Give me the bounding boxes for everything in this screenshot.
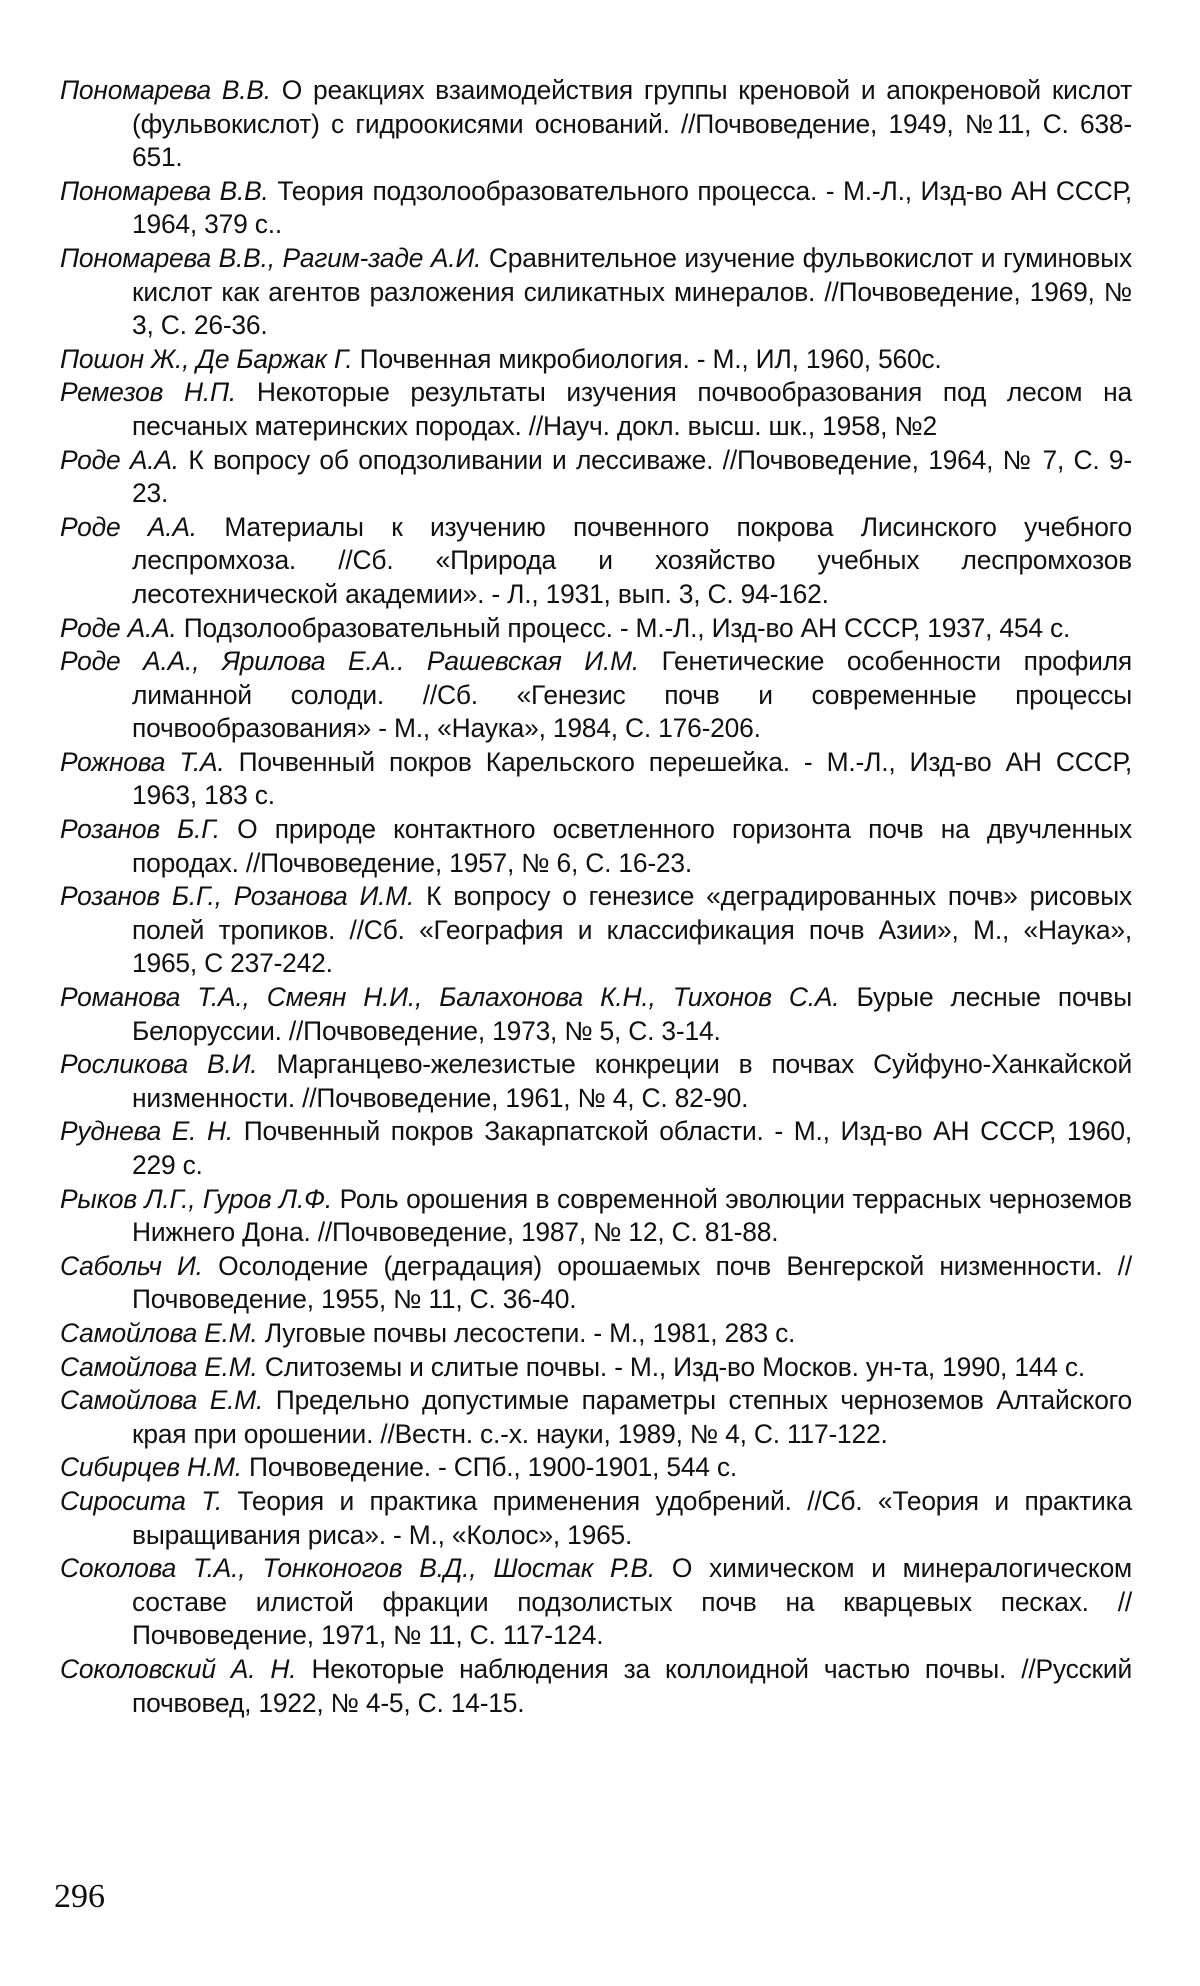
entry-text: Теория подзолообразовательного процесса. - М.-Л., Изд-во АН СССР, 1964, 379 с.. — [132, 175, 1132, 240]
entry-author: Руднева Е. Н. — [60, 1116, 234, 1147]
bibliography-entry — [60, 343, 1132, 377]
bibliography-entry — [60, 645, 1132, 746]
entry-text: Слитоземы и слитые почвы. - М., Изд-во Москов. ун-та, 1990, 144 с. — [257, 1351, 1086, 1382]
entry-text: Теория и практика применения удобрений. //Сб. «Теория и практика выращивания риса». - М., «Колос», 1965. — [132, 1485, 1132, 1550]
bibliography-entry — [60, 1384, 1132, 1451]
entry-author: Ремезов Н.П. — [60, 377, 237, 408]
bibliography-entry — [60, 1552, 1132, 1653]
entry-text: Луговые почвы лесостепи. - М., 1981, 283 с. — [257, 1317, 796, 1348]
entry-author: Самойлова Е.М. — [60, 1351, 258, 1382]
entry-text: Некоторые наблюдения за коллоидной частью почвы. //Русский почвовед, 1922, № 4-5, С. 14-15. — [132, 1653, 1132, 1718]
entry-text: Генетические особенности профиля лиманной солоди. //Сб. «Генезис почв и современные процессы почвообразования» - М., «Наука», 1984, С. 176-206. — [132, 646, 1132, 744]
entry-author: Роде А.А., Ярилова Е.А.. Рашевская И.М. — [60, 646, 639, 677]
entry-text: Некоторые результаты изучения почвообразования под лесом на песчаных материнских породах. //Науч. докл. высш. шк., 1958, №2 — [132, 377, 1132, 441]
entry-text: К вопросу об оподзоливании и лессиваже. //Почвоведение, 1964, № 7, С. 9-23. — [132, 444, 1132, 509]
entry-author: Сиросита Т. — [60, 1485, 222, 1516]
entry-text: К вопросу о генезисе «деградированных почв» рисовых полей тропиков. //Сб. «География и классификация почв Азии», М., «Наука», 1965, С 237-242. — [132, 881, 1132, 979]
entry-author: Рожнова Т.А. — [60, 746, 225, 777]
entry-author: Росликова В.И. — [60, 1049, 258, 1080]
entry-author: Самойлова Е.М. — [60, 1317, 258, 1348]
page-number: 296 — [54, 1878, 105, 1915]
entry-text: Роль орошения в современной эволюции террасных черноземов Нижнего Дона. //Почвоведение, 1987, № 12, С. 81-88. — [132, 1183, 1132, 1248]
bibliography-entry — [60, 880, 1132, 981]
bibliography-entry — [60, 1485, 1132, 1552]
entry-text: Подзолообразовательный процесс. - М.-Л., Изд-во АН СССР, 1937, 454 с. — [176, 612, 1071, 643]
entry-text: О природе контактного осветленного горизонта почв на двучленных породах. //Почвоведение, 1957, № 6, С. 16-23. — [132, 814, 1133, 878]
bibliography-entry — [60, 175, 1132, 242]
bibliography-entry — [60, 1351, 1132, 1385]
entry-author: Сибирцев Н.М. — [60, 1452, 242, 1483]
entry-text: Почвенный покров Закарпатской области. - М., Изд-во АН СССР, 1960, 229 с. — [132, 1116, 1132, 1180]
entry-text: Сравнительное изучение фульвокислот и гуминовых кислот как агентов разложения силикатных минералов. //Почвоведение, 1969, № 3, С. 26-36. — [132, 242, 1132, 341]
entry-text: Предельно допустимые параметры степных черноземов Алтайского края при орошении. //Вестн. с.-х. науки, 1989, № 4, С. 117-122. — [132, 1385, 1132, 1449]
entry-text: Марганцево-железистые конкреции в почвах Суйфуно-Ханкайской низменности. //Почвоведение, 1961, № 4, С. 82-90. — [132, 1049, 1132, 1113]
entry-author: Роде А.А. — [60, 444, 179, 475]
entry-author: Самойлова Е.М. — [60, 1385, 264, 1416]
bibliography-entry — [60, 74, 1132, 175]
bibliography-entry — [60, 612, 1132, 646]
entry-author: Пошон Ж., Де Баржак Г. — [60, 343, 353, 374]
entry-author: Рыков Л.Г., Гуров Л.Ф. — [60, 1183, 332, 1214]
bibliography-entry — [60, 1451, 1132, 1485]
entry-text: О химическом и минералогическом составе илистой фракции подзолистых почв на кварцевых песках. //Почвоведение, 1971, № 11, С. 117-124. — [132, 1553, 1132, 1651]
entry-author: Розанов Б.Г., Розанова И.М. — [60, 881, 415, 912]
entry-author: Розанов Б.Г. — [60, 814, 220, 845]
entry-author: Романова Т.А., Смеян Н.И., Балахонова К.Н., Тихонов С.А. — [60, 982, 840, 1013]
entry-author: Сабольч И. — [60, 1250, 203, 1281]
entry-author: Соколова Т.А., Тонконогов В.Д., Шостак Р.В. — [60, 1553, 655, 1584]
bibliography-entry — [60, 1317, 1132, 1351]
entry-author: Пономарева В.В. — [60, 75, 271, 105]
bibliography-entry — [60, 1250, 1132, 1317]
bibliography-entry — [60, 444, 1132, 511]
entry-text: Почвенная микробиология. - М., ИЛ, 1960, 560с. — [352, 343, 942, 374]
bibliography-entry — [60, 1115, 1132, 1182]
entry-author: Пономарева В.В. — [60, 175, 269, 206]
bibliography-entry — [60, 1653, 1132, 1720]
bibliography-entry — [60, 1183, 1132, 1250]
bibliography-entry — [60, 511, 1132, 612]
entry-author: Пономарева В.В., Рагим-заде А.И. — [60, 242, 482, 273]
entry-author: Роде А.А. — [60, 612, 177, 643]
bibliography-entry — [60, 376, 1132, 443]
entry-text: Бурые лесные почвы Белоруссии. //Почвоведение, 1973, № 5, С. 3-14. — [132, 982, 1132, 1046]
entry-author: Роде А.А. — [60, 511, 197, 542]
entry-text: Материалы к изучению почвенного покрова Лисинского учебного леспромхоза. //Сб. «Природа и хозяйство учебных леспромхозов лесотехнической академии». - Л., 1931, вып. 3, С. 94-162. — [132, 511, 1132, 609]
bibliography-list — [60, 74, 1132, 1720]
bibliography-entry — [60, 1048, 1132, 1115]
entry-text: Осолодение (деградация) орошаемых почв Венгерской низменности. //Почвоведение, 1955, № 11, С. 36-40. — [132, 1250, 1132, 1315]
entry-text: О реакциях взаимодействия группы креновой и апокреновой кислот (фульвокислот) с гидроокисями оснований. //Почвоведение, 1949, №11, С. 638-651. — [132, 75, 1133, 173]
entry-text: Почвоведение. - СПб., 1900-1901, 544 с. — [241, 1452, 738, 1483]
bibliography-entry — [60, 746, 1132, 813]
bibliography-entry — [60, 813, 1132, 880]
bibliography-entry — [60, 981, 1132, 1048]
bibliography-entry — [60, 242, 1132, 343]
entry-text: Почвенный покров Карельского перешейка. - М.-Л., Изд-во АН СССР, 1963, 183 с. — [132, 746, 1132, 811]
entry-author: Соколовский А. Н. — [60, 1653, 297, 1684]
